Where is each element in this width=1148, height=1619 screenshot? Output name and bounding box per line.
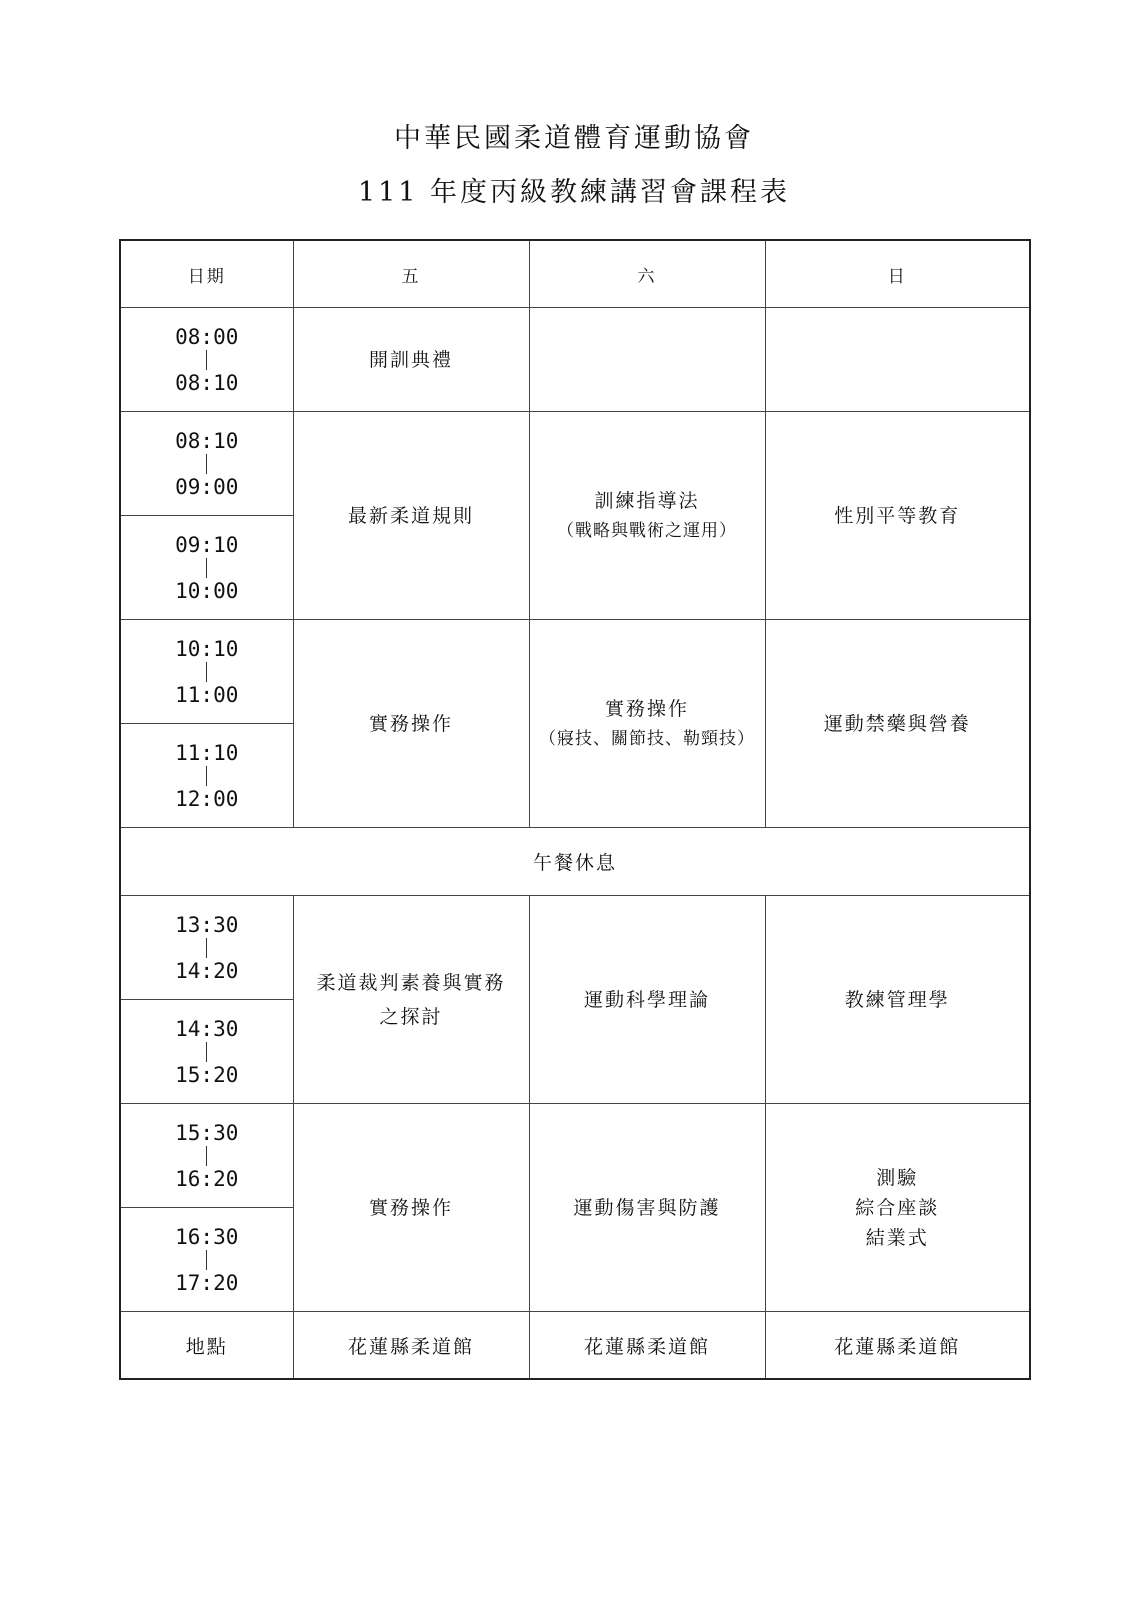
time-end: 10:00 <box>175 578 239 603</box>
time-start: 11:10 <box>175 740 239 765</box>
course-doping-nutrition: 運動禁藥與營養 <box>823 712 971 735</box>
table-row <box>120 620 1030 724</box>
time-separator <box>206 1146 207 1166</box>
course-cell <box>293 308 529 412</box>
location-row <box>120 1312 1030 1380</box>
time-end: 11:00 <box>175 682 239 707</box>
course-cell <box>293 412 529 620</box>
header-date: 日期 <box>120 240 293 308</box>
table-row <box>120 896 1030 1000</box>
time-start: 10:10 <box>175 636 239 661</box>
location-saturday: 花蓮縣柔道館 <box>529 1312 765 1380</box>
course-practice-subtitle: （寢技、關節技、勒頸技） <box>539 728 755 749</box>
course-cell <box>293 1104 529 1312</box>
time-start: 16:30 <box>175 1224 239 1249</box>
table-row <box>120 412 1030 516</box>
time-separator <box>206 1042 207 1062</box>
course-closing-ceremony: 結業式 <box>865 1226 929 1249</box>
time-cell <box>120 412 293 516</box>
course-cell <box>529 620 765 828</box>
header-saturday: 六 <box>529 240 765 308</box>
course-cell <box>293 896 529 1104</box>
time-cell <box>120 620 293 724</box>
course-forum: 綜合座談 <box>855 1196 940 1219</box>
course-coaching: 訓練指導法 <box>594 489 700 512</box>
title-schedule: 111 年度丙級教練講習會課程表 <box>357 177 791 208</box>
course-referee: 柔道裁判素養與實務之探討 <box>316 971 506 1028</box>
table-row <box>120 308 1030 412</box>
time-separator <box>206 350 207 370</box>
course-cell <box>529 412 765 620</box>
time-separator <box>206 558 207 578</box>
time-end: 15:20 <box>175 1062 239 1087</box>
time-start: 15:30 <box>175 1120 239 1145</box>
time-separator <box>206 938 207 958</box>
lunch-row <box>120 828 1030 896</box>
time-separator <box>206 454 207 474</box>
time-end: 12:00 <box>175 786 239 811</box>
time-start: 13:30 <box>175 912 239 937</box>
time-separator <box>206 766 207 786</box>
course-opening: 開訓典禮 <box>368 348 453 371</box>
header-row <box>120 240 1030 308</box>
time-start: 08:00 <box>175 324 239 349</box>
time-cell <box>120 308 293 412</box>
course-cell <box>765 896 1030 1104</box>
table-row <box>120 1104 1030 1208</box>
time-cell <box>120 1208 293 1312</box>
course-exam: 測驗 <box>876 1166 919 1189</box>
course-rules: 最新柔道規則 <box>347 504 474 527</box>
course-gender-equality: 性別平等教育 <box>834 504 961 527</box>
course-schedule-table <box>119 239 1031 1380</box>
document-title <box>0 112 1148 220</box>
time-start: 14:30 <box>175 1016 239 1041</box>
course-injury-prevention: 運動傷害與防護 <box>573 1196 721 1219</box>
empty-cell <box>765 308 1030 412</box>
time-cell <box>120 896 293 1000</box>
course-coaching-subtitle: （戰略與戰術之運用） <box>557 520 737 541</box>
time-end: 09:00 <box>175 474 239 499</box>
time-end: 08:10 <box>175 370 239 395</box>
empty-cell <box>529 308 765 412</box>
course-cell <box>529 1104 765 1312</box>
time-start: 09:10 <box>175 532 239 557</box>
course-cell <box>765 620 1030 828</box>
course-cell <box>765 412 1030 620</box>
course-sports-science: 運動科學理論 <box>583 988 710 1011</box>
location-sunday: 花蓮縣柔道館 <box>765 1312 1030 1380</box>
time-start: 08:10 <box>175 428 239 453</box>
time-cell <box>120 516 293 620</box>
course-practice-morning: 實務操作 <box>368 712 453 735</box>
course-cell <box>293 620 529 828</box>
course-cell <box>529 896 765 1104</box>
title-organization: 中華民國柔道體育運動協會 <box>394 123 754 154</box>
location-friday: 花蓮縣柔道館 <box>293 1312 529 1380</box>
course-cell <box>765 1104 1030 1312</box>
header-sunday: 日 <box>765 240 1030 308</box>
course-practice-saturday: 實務操作 <box>604 697 689 720</box>
time-cell <box>120 1000 293 1104</box>
time-separator <box>206 662 207 682</box>
header-friday: 五 <box>293 240 529 308</box>
time-end: 17:20 <box>175 1270 239 1295</box>
time-separator <box>206 1250 207 1270</box>
course-coach-management: 教練管理學 <box>844 988 950 1011</box>
location-label: 地點 <box>120 1312 293 1380</box>
time-end: 16:20 <box>175 1166 239 1191</box>
course-practice-afternoon: 實務操作 <box>368 1196 453 1219</box>
time-cell <box>120 1104 293 1208</box>
lunch-break: 午餐休息 <box>120 828 1030 896</box>
time-end: 14:20 <box>175 958 239 983</box>
time-cell <box>120 724 293 828</box>
